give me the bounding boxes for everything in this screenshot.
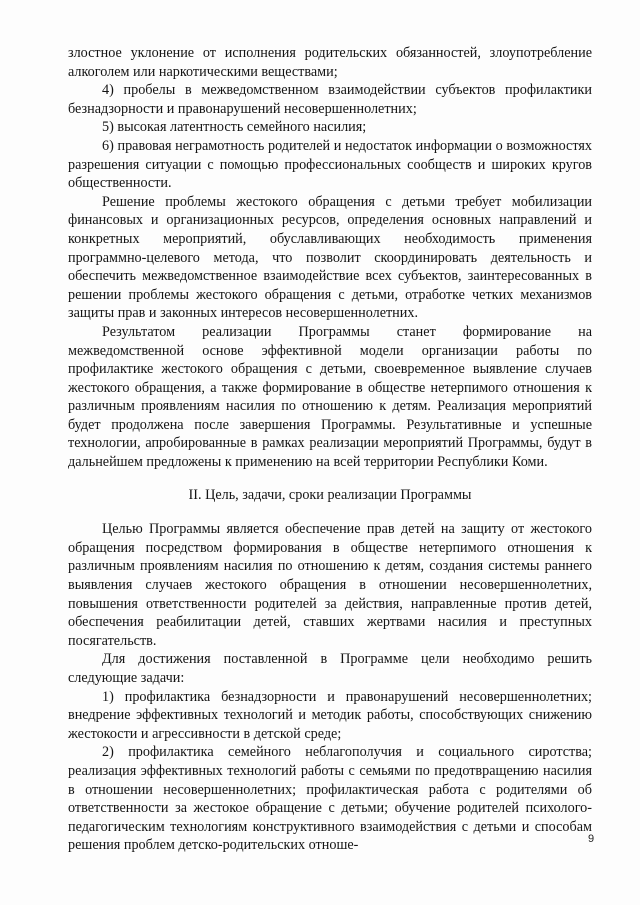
paragraph: Решение проблемы жестокого обращения с детьми требует мобилизации финансовых и организационных ресурсов, определения основных направлений и конкретных мероприятий, обуславливающих необходимость применения программно-целевого метода, что позволит скоординировать деятельность и обеспечить межведомственное взаимодействие всех субъектов, заинтересованных в решении проблемы жестокого обращения с детьми, отработке четких механизмов защиты прав и законных интересов несовершеннолетних. <box>68 193 592 322</box>
list-item-5: 5) высокая латентность семейного насилия; <box>102 119 367 136</box>
task-item-1: 1) профилактика безнадзорности и правонарушений несовершеннолетних; внедрение эффективных технологий и методик работы, способствующих снижению жестокости и агрессивности в детской среде; <box>68 688 592 742</box>
paragraph: злостное уклонение от исполнения родительских обязанностей, злоупотребление алкоголем или наркотическими веществами; <box>68 45 592 80</box>
list-item-4: 4) пробелы в межведомственном взаимодействии субъектов профилактики безнадзорности и правонарушений несовершеннолетних; <box>68 82 592 117</box>
section-heading: II. Цель, задачи, сроки реализации Программы <box>188 486 472 503</box>
list-item-6: 6) правовая неграмотность родителей и недостаток информации о возможностях разрешения ситуации с помощью профессиональных сообществ и широких кругов общественности. <box>68 137 592 192</box>
document-body <box>68 44 595 855</box>
page-number: 9 <box>588 833 595 845</box>
task-item-2: 2) профилактика семейного неблагополучия и социального сиротства; реализация эффективных технологий работы с семьями по предотвращению насилия в отношении несовершеннолетних; профилактическая работа с родителями об ответственности за жестокое обращение с детьми; обучение родителей психолого-педагогическим технологиям конструктивного взаимодействия с детьми и способам решения проблем детско-родительских отноше- <box>68 744 592 854</box>
paragraph: Результатом реализации Программы станет формирование на межведомственной основе эффективной модели организации работы по профилактике жестокого обращения с детьми, своевременное выявление случаев жестокого обращения, а также формирование в обществе нетерпимого отношения к различным проявлениям насилия по отношению к детям. Реализация мероприятий будет продолжена после завершения Программы. Результативные и успешные технологии, апробированные в рамках реализации мероприятий Программы, будут в дальнейшем предложены к применению на всей территории Республики Коми. <box>68 323 592 471</box>
paragraph: Целью Программы является обеспечение прав детей на защиту от жестокого обращения посредством формирования в обществе нетерпимого отношения к различным проявлениям насилия по отношению к детям, создания системы раннего выявления случаев жестокого обращения в отношении несовершеннолетних, повышения ответственности родителей за действия, направленные против детей, обеспечения реабилитации детей, ставших жертвами насилия и преступных посягательств. <box>68 521 592 649</box>
paragraph: Для достижения поставленной в Программе цели необходимо решить следующие задачи: <box>68 651 592 686</box>
